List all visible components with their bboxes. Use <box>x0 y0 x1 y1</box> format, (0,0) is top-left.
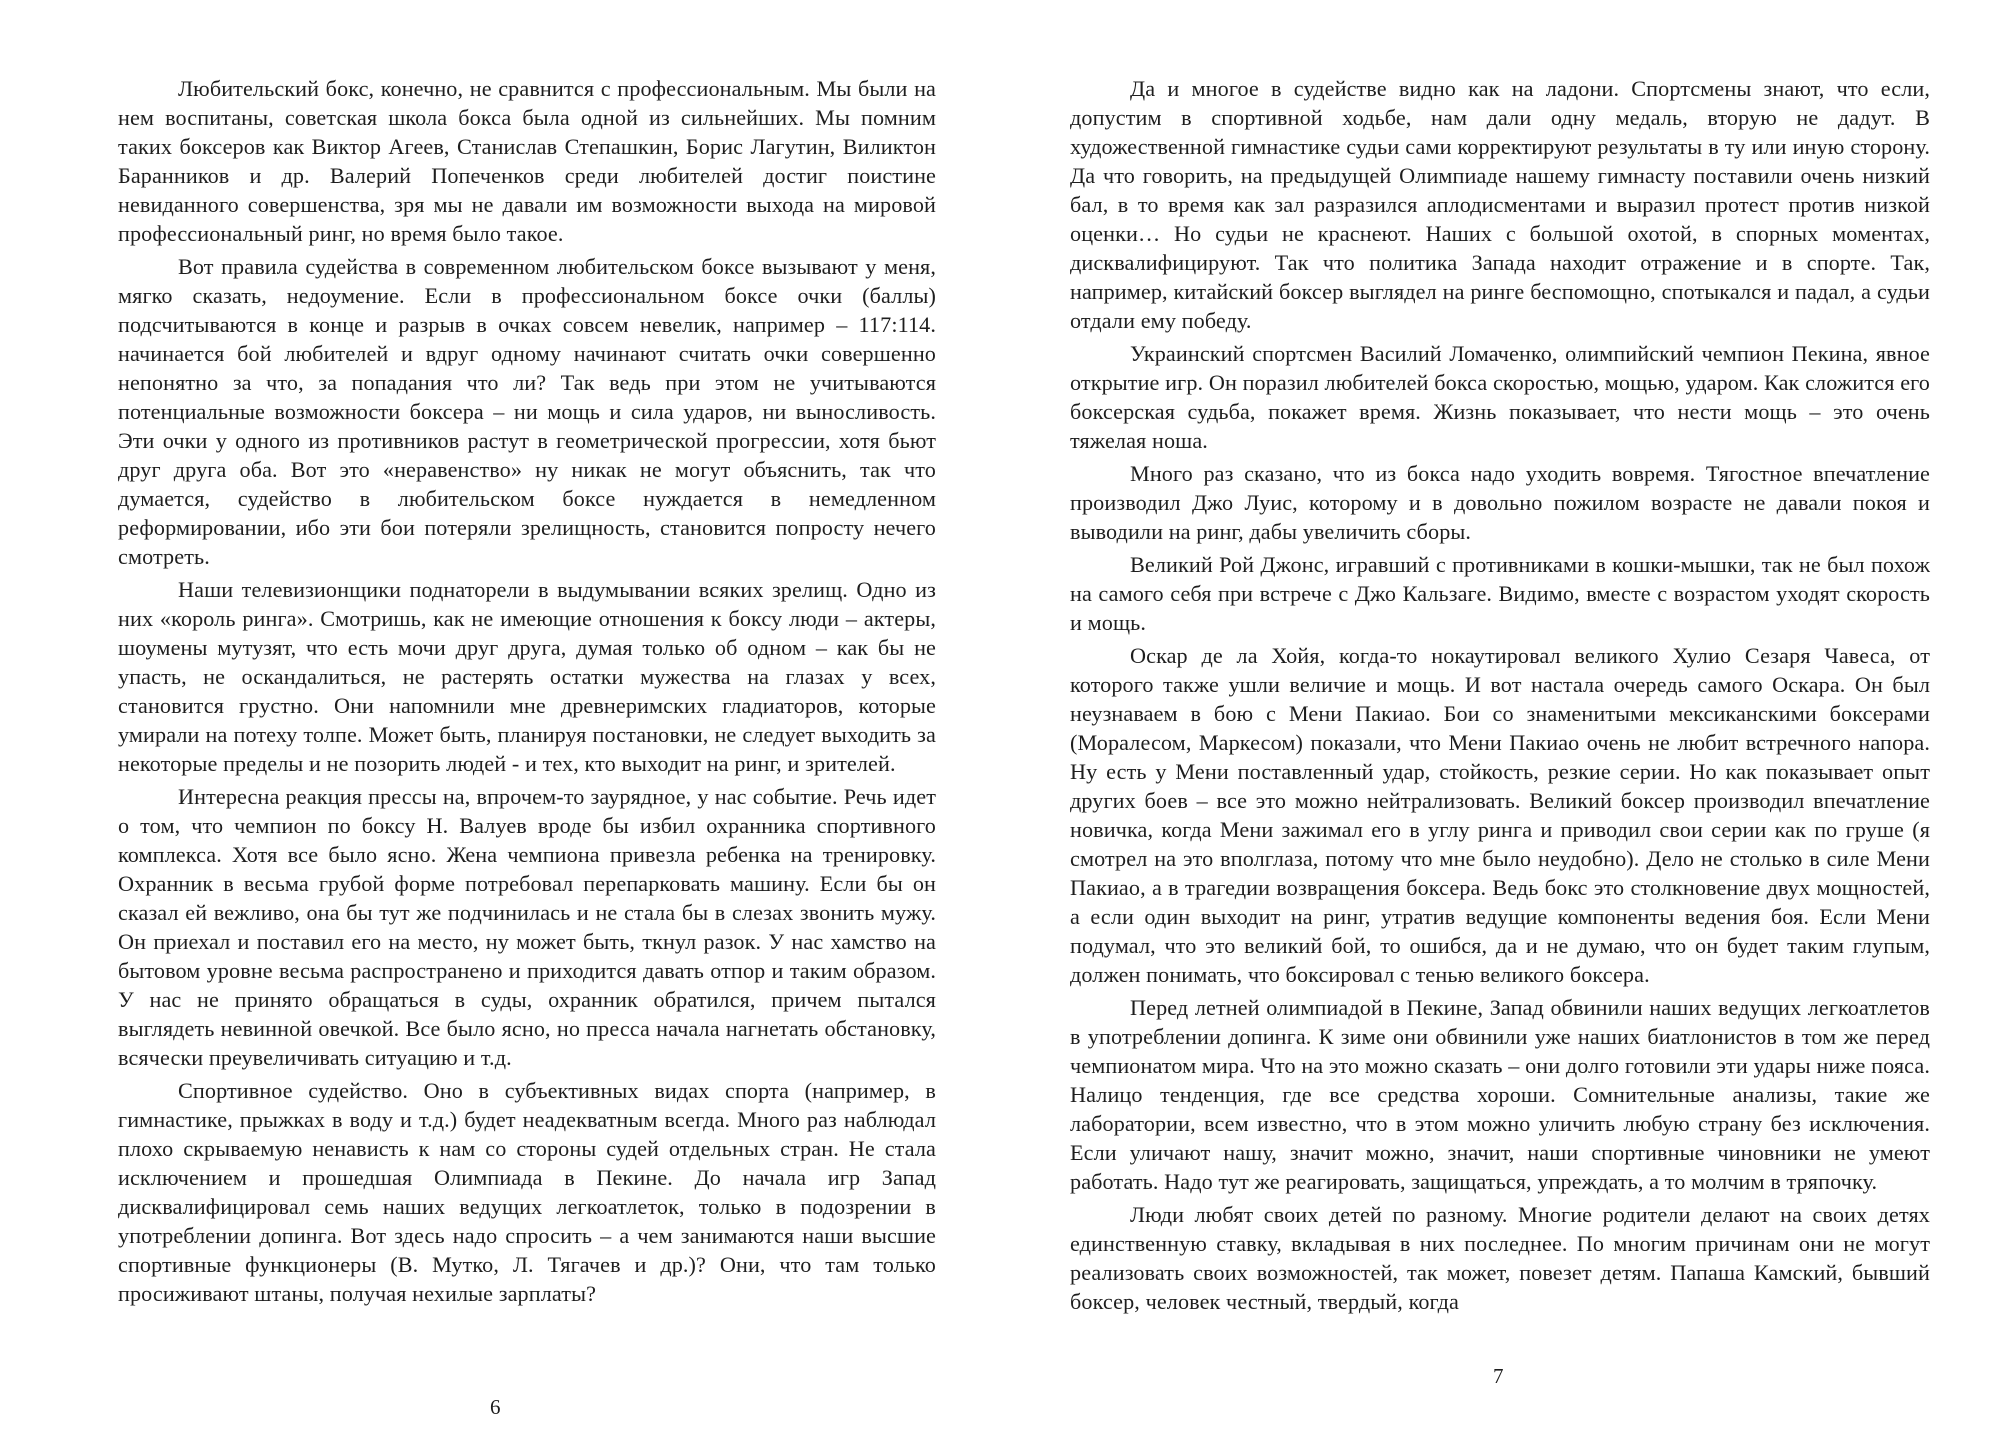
left-paragraph-2: Вот правила судейства в современном любительском боксе вызывают у меня, мягко сказать, недоумение. Если в профессиональном боксе очки (баллы) подсчитываются в конце и разрыв в очках совсем невелик, например – 117:114. начинается бой любителей и вдруг одному начинают считать очки совершенно непонятно за что, за попадания что ли? Так ведь при этом не учитываются потенциальные возможности боксера – ни мощь и сила ударов, ни выносливость. Эти очки у одного из противников растут в геометрической прогрессии, хотя бьют друг друга оба. Вот это «неравенство» ну никак не могут объяснить, так что думается, судейство в любительском боксе нуждается в немедленном реформировании, ибо эти бои потеряли зрелищность, становится попросту нечего смотреть. <box>118 254 936 569</box>
right-paragraph-1: Да и многое в судействе видно как на ладони. Спортсмены знают, что если, допустим в спортивной ходьбе, нам дали одну медаль, вторую не дадут. В художественной гимнастике судьи сами корректируют результаты в ту или иную сторону. Да что говорить, на предыдущей Олимпиаде нашему гимнасту поставили очень низкий бал, в то время как зал разразился аплодисментами и выразил протест против низкой оценки… Но судьи не краснеют. Наших с большой охотой, в спорных моментах, дисквалифицируют. Так что политика Запада находит отражение и в спорте. Так, например, китайский боксер выглядел на ринге беспомощно, спотыкался и падал, а судьи отдали ему победу. <box>1070 76 1930 333</box>
left-paragraph-4: Интересна реакция прессы на, впрочем-то заурядное, у нас событие. Речь идет о том, что чемпион по боксу Н. Валуев вроде бы избил охранника спортивного комплекса. Хотя все было ясно. Жена чемпиона привезла ребенка на тренировку. Охранник в весьма грубой форме потребовал перепарковать машину. Если бы он сказал ей вежливо, она бы тут же подчинилась и не стала бы в слезах звонить мужу. Он приехал и поставил его на место, ну может быть, ткнул разок. У нас хамство на бытовом уровне весьма распространено и приходится давать отпор и таким образом. У нас не принято обращаться в суды, охранник обратился, причем пытался выглядеть невинной овечкой. Все было ясно, но пресса начала нагнетать обстановку, всячески преувеличивать ситуацию и т.д. <box>118 784 936 1070</box>
right-paragraph-6: Перед летней олимпиадой в Пекине, Запад обвинили наших ведущих легкоатлетов в употреблении допинга. К зиме они обвинили уже наших биатлонистов в том же перед чемпионатом мира. Что на это можно сказать – они долго готовили эти удары ниже пояса. Налицо тенденция, где все средства хороши. Сомнительные анализы, такие же лаборатории, всем известно, что в этом можно уличить любую страну без исключения. Если уличают нашу, значит можно, значит, наши спортивные чиновники не умеют работать. Надо тут же реагировать, защищаться, упреждать, а то молчим в тряпочку. <box>1070 995 1930 1194</box>
right-paragraph-2: Украинский спортсмен Василий Ломаченко, олимпийский чемпион Пекина, явное открытие игр. Он поразил любителей бокса скоростью, мощью, ударом. Как сложится его боксерская судьба, покажет время. Жизнь показывает, что нести мощь – это очень тяжелая ноша. <box>1070 341 1930 453</box>
left-paragraph-1: Любительский бокс, конечно, не сравнится с профессиональным. Мы были на нем воспитаны, советская школа бокса была одной из сильнейших. Мы помним таких боксеров как Виктор Агеев, Станислав Степашкин, Борис Лагутин, Виликтон Баранников и др. Валерий Попеченков среди любителей достиг поистине невиданного совершенства, зря мы не давали им возможности выхода на мировой профессиональный ринг, но время было такое. <box>118 76 936 246</box>
right-page <box>1070 74 1930 1320</box>
right-page-number: 7 <box>1493 1364 1504 1388</box>
right-paragraph-4: Великий Рой Джонс, игравший с противниками в кошки-мышки, так не был похож на самого себя при встрече с Джо Кальзаге. Видимо, вместе с возрастом уходят скорость и мощь. <box>1070 552 1930 635</box>
left-page <box>118 74 936 1312</box>
right-paragraph-7: Люди любят своих детей по разному. Многие родители делают на своих детях единственную ставку, вкладывая в них последнее. По многим причинам они не могут реализовать своих возможностей, так может, повезет детям. Папаша Камский, бывший боксер, человек честный, твердый, когда <box>1070 1202 1930 1314</box>
right-paragraph-3: Много раз сказано, что из бокса надо уходить вовремя. Тягостное впечатление производил Джо Луис, которому и в довольно пожилом возрасте не давали покоя и выводили на ринг, дабы увеличить сборы. <box>1070 461 1930 544</box>
right-paragraph-5: Оскар де ла Хойя, когда-то нокаутировал великого Хулио Сезаря Чавеса, от которого также ушли величие и мощь. И вот настала очередь самого Оскара. Он был неузнаваем в бою с Мени Пакиао. Бои со знаменитыми мексиканскими боксерами (Моралесом, Маркесом) показали, что Мени Пакиао очень не любит встречного напора. Ну есть у Мени поставленный удар, стойкость, резкие серии. Но как показывает опыт других боев – все это можно нейтрализовать. Великий боксер производил впечатление новичка, когда Мени зажимал его в углу ринга и приводил свои серии как по груше (я смотрел на это вполглаза, потому что мне было неудобно). Дело не столько в силе Мени Пакиао, а в трагедии возвращения боксера. Ведь бокс это столкновение двух мощностей, а если один выходит на ринг, утратив ведущие компоненты ведения боя. Если Мени подумал, что это великий бой, то ошибся, да и не думаю, что он будет таким глупым, должен понимать, что боксировал с тенью великого боксера. <box>1070 643 1930 987</box>
left-paragraph-3: Наши телевизионщики поднаторели в выдумывании всяких зрелищ. Одно из них «король ринга». Смотришь, как не имеющие отношения к боксу люди – актеры, шоумены мутузят, что есть мочи друг друга, думая только об одном – как бы не упасть, не оскандалиться, не растерять остатки мужества на глазах у всех, становится грустно. Они напомнили мне древнеримских гладиаторов, которые умирали на потеху толпе. Может быть, планируя постановки, не следует выходить за некоторые пределы и не позорить людей - и тех, кто выходит на ринг, и зрителей. <box>118 577 936 776</box>
left-page-number: 6 <box>490 1395 501 1419</box>
left-paragraph-5: Спортивное судейство. Оно в субъективных видах спорта (например, в гимнастике, прыжках в воду и т.д.) будет неадекватным всегда. Много раз наблюдал плохо скрываемую ненависть к нам со стороны судей отдельных стран. Не стала исключением и прошедшая Олимпиада в Пекине. До начала игр Запад дисквалифицировал семь наших ведущих легкоатлеток, только в подозрении в употреблении допинга. Вот здесь надо спросить – а чем занимаются наши высшие спортивные функционеры (В. Мутко, Л. Тягачев и др.)? Они, что там только просиживают штаны, получая нехилые зарплаты? <box>118 1078 936 1306</box>
